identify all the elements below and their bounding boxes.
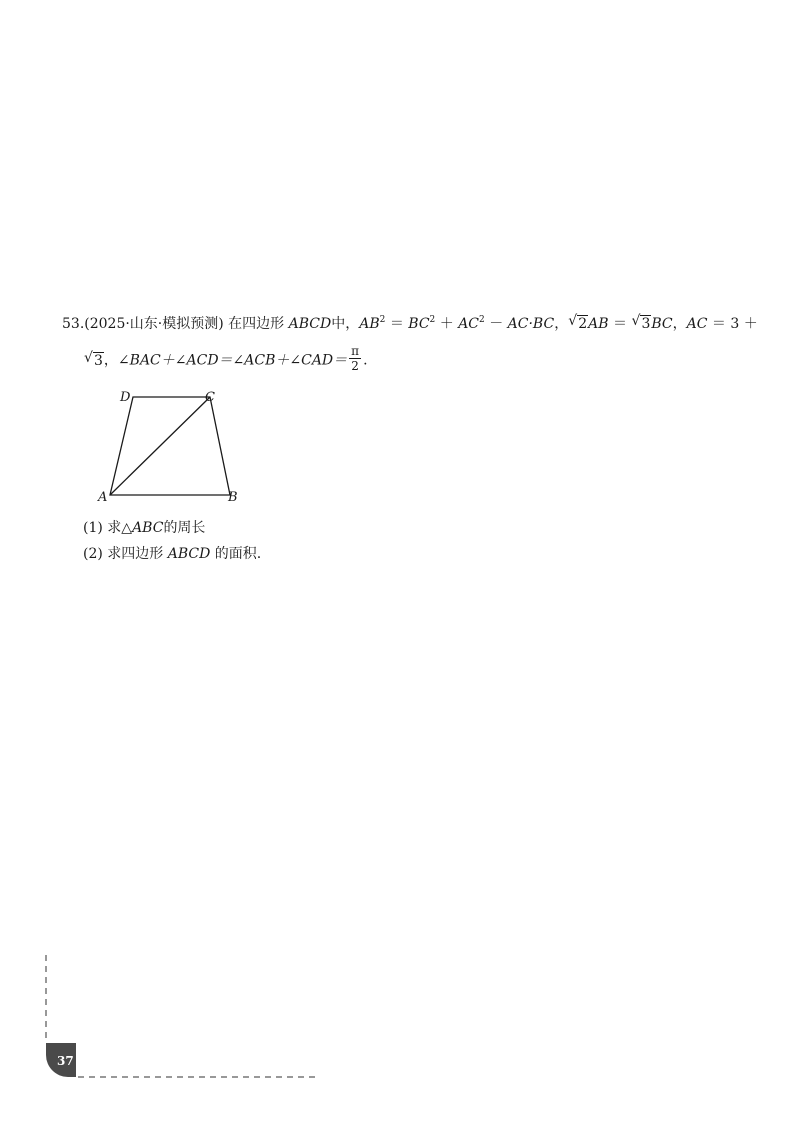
- question-1-var: ABC: [132, 520, 164, 536]
- diagonal-ac: [110, 397, 210, 495]
- vertex-label-d: D: [120, 390, 131, 405]
- quadrilateral-figure: [95, 385, 255, 510]
- problem-line-1: 53.(2025·山东·模拟预测) 在四边形 ABCD中，$AB^2 = BC^2 + AC^2 - AC\cdot BC$， √ 2AB ＝ √ 3BC，AC ＝ 3 ＋: [62, 313, 758, 332]
- angle-equation: ∠BAC＋∠ACD＝∠ACB＋∠CAD＝: [117, 352, 348, 369]
- pi-over-2: $\frac{\pi}{2}$: [351, 344, 360, 373]
- vertex-label-b: B: [228, 490, 238, 505]
- question-list: [83, 518, 261, 570]
- question-2-var: ABCD: [167, 546, 211, 562]
- intro-text: 在四边形: [228, 316, 285, 332]
- quad-name: ABCD: [288, 316, 332, 332]
- vertex-label-c: C: [205, 390, 215, 405]
- question-2-prefix: (2) 求四边形: [83, 546, 164, 562]
- question-1-suffix: 的周长: [163, 520, 206, 536]
- eq1-rhs-a: BC: [408, 316, 430, 332]
- quadrilateral-outline: [110, 397, 230, 495]
- question-1-prefix: (1) 求: [83, 520, 122, 536]
- eq3-lhs: AC: [686, 316, 708, 332]
- triangle-symbol: △: [121, 520, 133, 536]
- question-1: [83, 518, 261, 544]
- eq2-var1: AB: [588, 316, 609, 332]
- problem-line-2: √ 3，∠BAC＋∠ACD＝∠ACB＋∠CAD＝ $\frac{\pi}{2}$ .: [84, 344, 368, 373]
- end-punct: .: [363, 352, 368, 369]
- problem-number: 53.: [62, 316, 85, 332]
- eq1-rhs-b: AC: [458, 316, 480, 332]
- question-2-suffix: 的面积.: [214, 546, 262, 562]
- eq3-const: 3: [730, 316, 740, 332]
- sqrt-3: √ 3: [631, 313, 651, 332]
- sqrt-3b: √ 3: [84, 349, 103, 369]
- sqrt-2: √ 2: [568, 313, 588, 332]
- eq1-lhs: AB: [359, 316, 380, 332]
- question-2: [83, 544, 261, 570]
- page-footer: [40, 955, 340, 1085]
- eq2-var2: BC: [651, 316, 673, 332]
- page-number: 37: [57, 1054, 74, 1068]
- problem-source: (2025·山东·模拟预测): [84, 316, 224, 332]
- vertex-label-a: A: [98, 490, 108, 505]
- eq1-rhs-c: AC·BC: [507, 316, 555, 332]
- intro-end: 中，: [331, 316, 360, 332]
